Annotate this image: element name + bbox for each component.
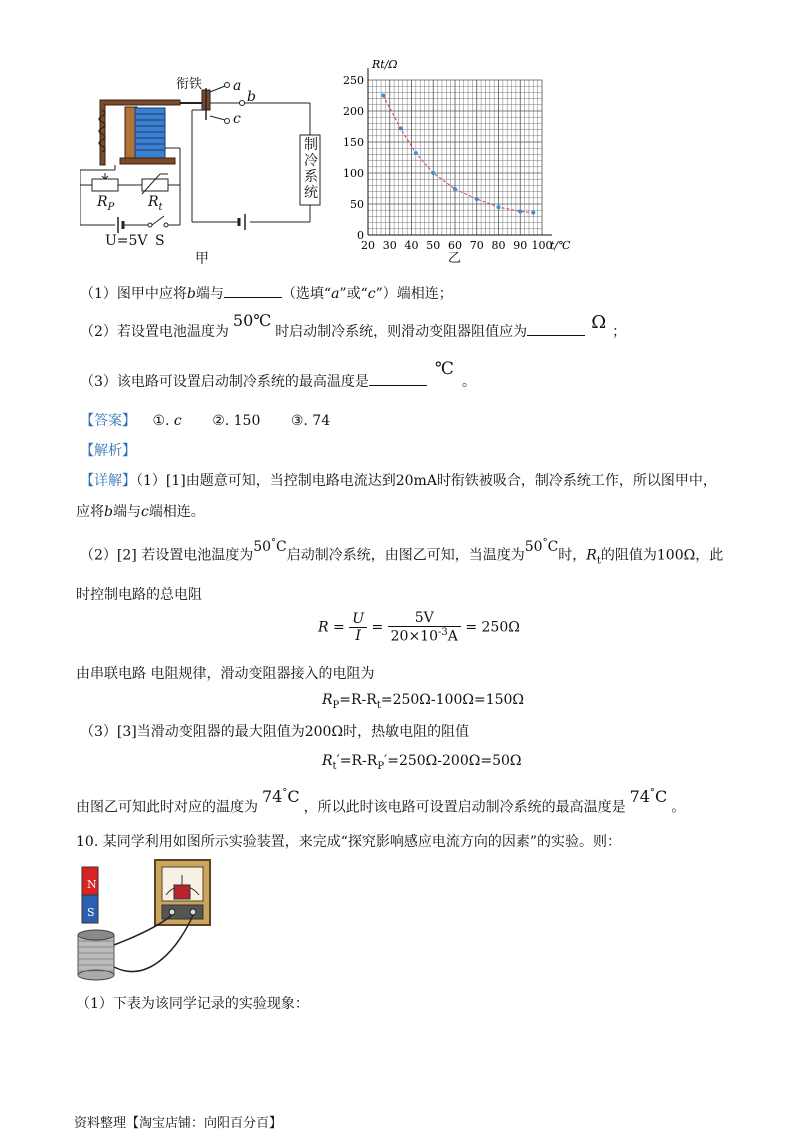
analysis-label: 【解析】 bbox=[80, 443, 136, 459]
y-tick-label: 100 bbox=[343, 167, 364, 180]
terminal-b-label: b bbox=[247, 89, 256, 105]
data-point bbox=[497, 205, 501, 209]
equation-rp: $R_P=R-R_t=250\Omega-100\Omega=150\Omega$ bbox=[322, 692, 525, 711]
magnet-s-label: S bbox=[87, 906, 95, 919]
data-point bbox=[475, 197, 479, 201]
equation-rt: $R_t'=R-R_P'=250\Omega-200\Omega=50\Omega$ bbox=[322, 753, 522, 772]
rt-label: $R_t$ bbox=[148, 194, 163, 213]
detail-p2b: 时控制电路的总电阻 bbox=[76, 587, 202, 603]
cooling-system-label: 制冷系统 bbox=[304, 137, 318, 201]
magnet-n-label: N bbox=[87, 878, 97, 891]
equation-total-resistance: R = $\frac{U}{I}$ = $\frac{5V}{20\times 10^{-3}A}$ = 250Ω bbox=[318, 610, 520, 645]
x-axis-label: t/℃ bbox=[550, 239, 571, 252]
armature-label: 衔铁 bbox=[176, 77, 203, 92]
question-2: （2）若设置电池温度为50℃时启动制冷系统，则滑动变阻器阻值应为 Ω ； bbox=[80, 311, 627, 340]
x-tick-label: 100 bbox=[531, 239, 553, 252]
data-point bbox=[381, 94, 385, 98]
question-3: （3）该电路可设置启动制冷系统的最高温度是℃。 bbox=[80, 359, 476, 390]
y-tick-label: 250 bbox=[343, 74, 364, 87]
detail-p1a: 【详解】（1）[1]由题意可知，当控制电路电流达到20mA时衔铁被吸合，制冷系统工作，所以图甲中， bbox=[80, 473, 717, 489]
detail-p3: 由串联电路 电阻规律，滑动变阻器接入的电阻为 bbox=[76, 666, 375, 682]
terminal-c-label: c bbox=[233, 111, 241, 127]
data-point bbox=[414, 151, 418, 155]
figure-jia-label: 甲 bbox=[195, 251, 209, 267]
y-tick-label: 50 bbox=[350, 198, 364, 211]
x-tick-label: 30 bbox=[382, 239, 397, 252]
switch-label: S bbox=[155, 233, 165, 249]
rt-temperature-chart bbox=[330, 55, 580, 265]
detail-p1b: 应将b端与c端相连。 bbox=[76, 504, 205, 520]
data-point bbox=[431, 171, 435, 175]
detail-p5: 由图乙可知此时对应的温度为74°C，所以此时该电路可设置启动制冷系统的最高温度是74°C。 bbox=[76, 787, 686, 816]
detail-p4: （3）[3]当滑动变阻器的最大阻值为200Ω时，热敏电阻的阻值 bbox=[80, 724, 470, 740]
data-point bbox=[531, 211, 535, 215]
x-tick-label: 90 bbox=[513, 239, 528, 252]
answer-blank[interactable] bbox=[224, 284, 282, 298]
y-tick-label: 150 bbox=[343, 136, 364, 149]
series-line-rt bbox=[383, 96, 533, 213]
data-point bbox=[518, 209, 522, 213]
x-tick-label: 70 bbox=[469, 239, 484, 252]
footer: 资料整理【淘宝店铺：向阳百分百】 bbox=[74, 1116, 283, 1131]
detail-p2a: （2）[2] 若设置电池温度为50°C启动制冷系统，由图乙可知，当温度为50°C时，$R_t$的阻值为100Ω，此 bbox=[80, 537, 724, 567]
answer-line: 【答案】 ①. c ②. 150 ③. 74 bbox=[80, 413, 331, 429]
data-point bbox=[399, 126, 403, 130]
figure-yi-label: 乙 bbox=[448, 251, 462, 266]
x-tick-label: 60 bbox=[448, 239, 462, 252]
question-10-sub1: （1）下表为该同学记录的实验现象： bbox=[76, 996, 309, 1012]
x-tick-label: 20 bbox=[361, 239, 375, 252]
x-tick-label: 40 bbox=[404, 239, 419, 252]
answer-blank[interactable] bbox=[369, 372, 427, 386]
y-tick-label: 0 bbox=[357, 229, 364, 242]
voltage-label: U=5V bbox=[105, 233, 148, 249]
answer-blank[interactable] bbox=[527, 322, 585, 336]
terminal-a-label: a bbox=[233, 78, 242, 94]
x-tick-label: 80 bbox=[491, 239, 506, 252]
y-axis-label: Rt/Ω bbox=[372, 58, 398, 71]
y-tick-label: 200 bbox=[343, 105, 364, 118]
question-1: （1）图甲中应将b端与 （选填“a”或“c”）端相连； bbox=[80, 286, 453, 302]
data-point bbox=[453, 187, 457, 191]
rp-label: $R_P$ bbox=[97, 194, 115, 213]
x-tick-label: 50 bbox=[426, 239, 441, 252]
question-10: 10. 某同学利用如图所示实验装置，来完成“探究影响感应电流方向的因素”的实验。则： bbox=[76, 834, 622, 850]
